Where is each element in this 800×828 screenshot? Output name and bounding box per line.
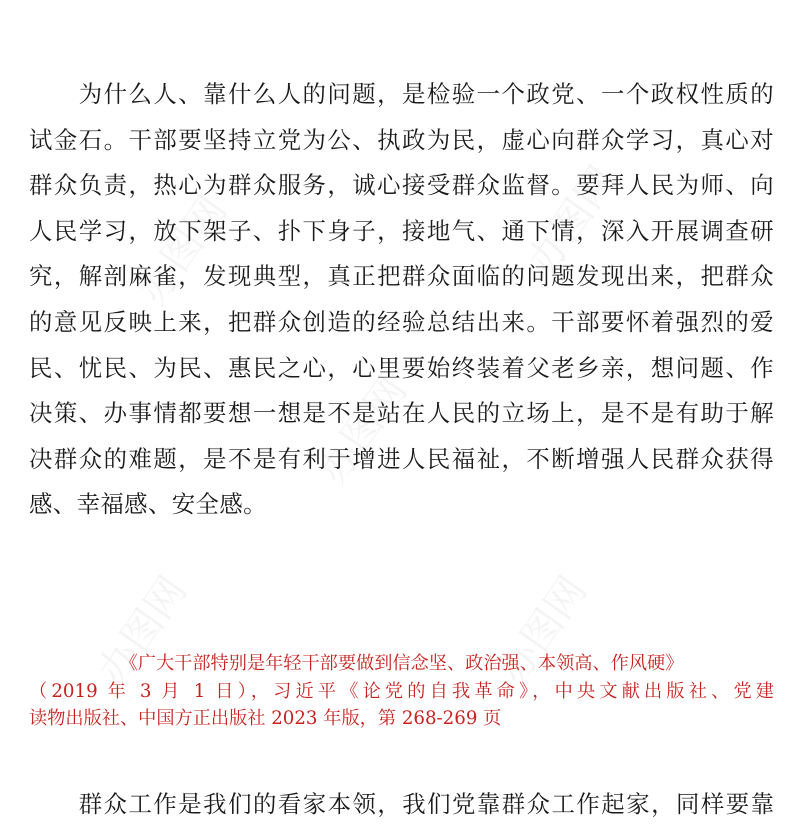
paragraph-line: 人民学习，放下架子、扑下身子，接地气、通下情，深入开展调查研 xyxy=(29,216,774,245)
watermark: 办图网 xyxy=(489,568,597,693)
source-citation xyxy=(29,650,774,733)
paragraph-line: 决群众的难题，是不是有利于增进人民福祉，不断增强人民群众获得 xyxy=(29,444,774,473)
paragraph-line: 试金石。干部要坚持立党为公、执政为民，虚心向群众学习，真心对 xyxy=(29,125,774,154)
paragraph-line: 为什么人、靠什么人的问题，是检验一个政党、一个政权性质的 xyxy=(29,80,774,108)
paragraph-line: 感、幸福感、安全感。 xyxy=(29,490,267,519)
paragraph-line: 决策、办事情都要想一想是不是站在人民的立场上，是不是有助于解 xyxy=(29,399,774,428)
citation-line: 读物出版社、中国方正出版社 2023 年版，第 268-269 页 xyxy=(29,708,502,729)
next-paragraph-partial: 群众工作是我们的看家本领，我们党靠群众工作起家，同样要靠 xyxy=(29,790,774,818)
watermark: 办图网 xyxy=(129,188,237,313)
paragraph-line: 群众负责，热心为群众服务，诚心接受群众监督。要拜人民为师、向 xyxy=(29,171,774,200)
paragraph-line: 的意见反映上来，把群众创造的经验总结出来。干部要怀着强烈的爱 xyxy=(29,307,774,336)
main-paragraph xyxy=(29,72,774,528)
paragraph-line: 究，解剖麻雀，发现典型，真正把群众面临的问题发现出来，把群众 xyxy=(29,262,774,291)
citation-line: （2019 年 3 月 1 日），习近平《论党的自我革命》，中央文献出版社、党建 xyxy=(29,680,774,702)
watermark: 办图网 xyxy=(89,568,197,693)
paragraph-line: 民、忧民、为民、惠民之心，心里要始终装着父老乡亲，想问题、作 xyxy=(29,353,774,382)
watermark: 办图网 xyxy=(309,368,417,493)
watermark: 办图网 xyxy=(519,158,627,283)
citation-line: 《广大干部特别是年轻干部要做到信念坚、政治强、本领高、作风硬》 xyxy=(119,653,684,674)
